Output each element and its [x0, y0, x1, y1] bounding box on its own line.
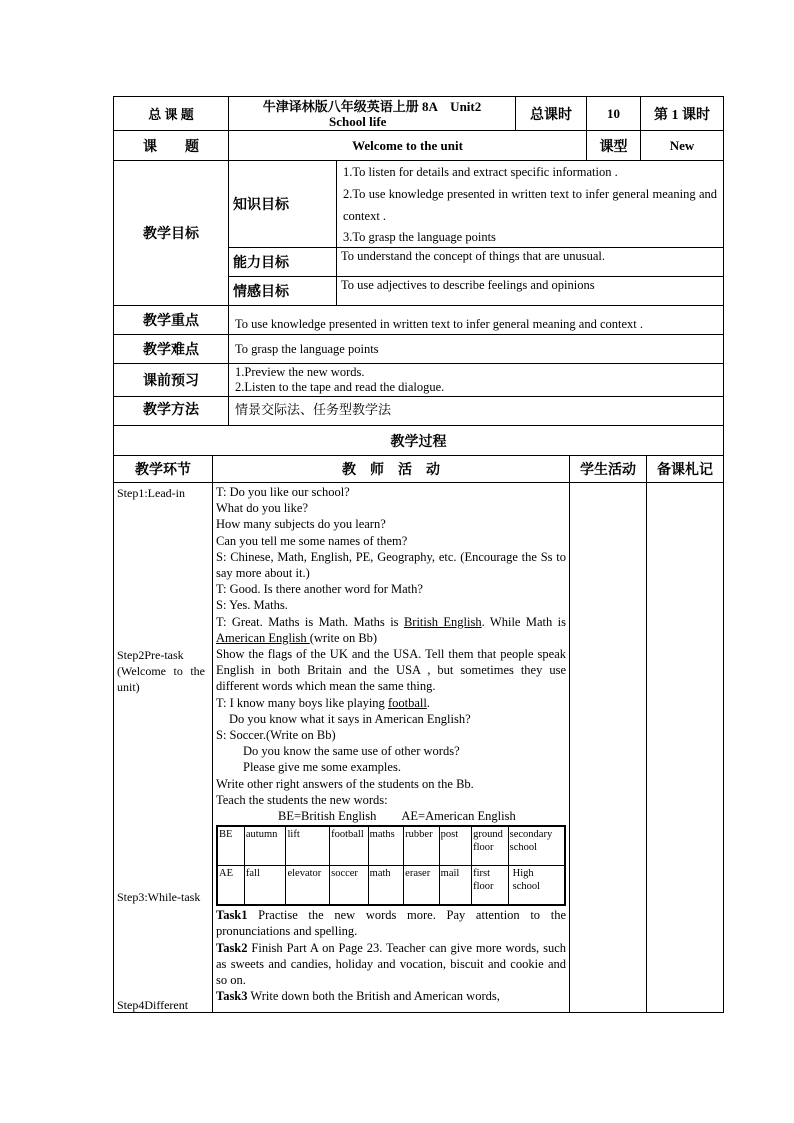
step-2: Step2Pre-task (Welcome to the unit) [117, 648, 205, 694]
preview-line-1: 1.Preview the new words. [235, 365, 365, 379]
task-label: Task1 [216, 908, 248, 923]
vocab-cell: maths [368, 826, 404, 866]
text: T: I know many boys like playing [216, 695, 388, 710]
knowledge-label: 知识目标 [229, 161, 337, 248]
total-topic-value [229, 97, 516, 131]
line: Show the flags of the UK and the USA. Tell them that people speak English in both Britain and the USA , but sometimes they use different words which mean the same thing. [216, 647, 566, 694]
topic-value: Welcome to the unit [229, 131, 587, 161]
knowledge-goals [337, 161, 724, 248]
lesson-number: 第 1 课时 [641, 97, 724, 131]
ability-label: 能力目标 [229, 248, 337, 277]
task-3 [216, 988, 566, 1004]
task-2 [216, 940, 566, 989]
total-hours-value: 10 [587, 97, 641, 131]
preview-label: 课前预习 [114, 364, 229, 397]
vocab-cell: eraser [404, 866, 440, 906]
col-notes-header: 备课札记 [647, 456, 724, 483]
text: (write on Bb) [309, 630, 378, 645]
task-text: Finish Part A on Page 23. Teacher can give more words, such as sweets and candies, holiday and vocation, biscuit and cookie and so on. [216, 940, 566, 988]
student-activity-cell [570, 483, 647, 1013]
line: S: Soccer.(Write on Bb) [216, 728, 336, 743]
topic-label: 课 题 [114, 131, 229, 161]
underlined-text: British English [403, 614, 482, 629]
vocab-cell: autumn [244, 826, 286, 866]
ability-goal: To understand the concept of things that are unusual. [337, 248, 724, 277]
preview-line-2: 2.Listen to the tape and read the dialogue. [235, 380, 445, 394]
key-points-value: To use knowledge presented in written text to infer general meaning and context . [229, 306, 724, 335]
vocab-row-be [217, 826, 565, 866]
type-value: New [641, 131, 724, 161]
text: . [426, 695, 430, 710]
task-text: Write down both the British and American words, [247, 989, 500, 1004]
col-stage-header: 教学环节 [114, 456, 213, 483]
col-student-header: 学生活动 [570, 456, 647, 483]
difficulties-label: 教学难点 [114, 335, 229, 364]
notes-cell [647, 483, 724, 1013]
process-title: 教学过程 [114, 426, 724, 456]
vocab-cell: BE [217, 826, 244, 866]
line: Write other right answers of the students on the Bb. [216, 776, 474, 791]
lesson-plan-sheet [113, 96, 723, 1013]
line: BE=British English AE=American English [278, 809, 516, 824]
knowledge-goal-2: 2.To use knowledge presented in written text to infer general meaning and context . [343, 187, 718, 223]
vocab-cell: math [368, 866, 404, 906]
vocab-cell: first floor [472, 866, 509, 906]
col-teacher-header: 教 师 活 动 [213, 456, 570, 483]
vocab-cell: post [439, 826, 471, 866]
line: What do you like? [216, 501, 308, 516]
task-label: Task3 [216, 989, 248, 1004]
vocab-table [216, 825, 566, 906]
methods-value: 情景交际法、任务型教学法 [229, 397, 724, 426]
line: Do you know the same use of other words? [243, 744, 460, 759]
line [216, 695, 566, 711]
key-points-label: 教学重点 [114, 306, 229, 335]
vocab-cell: soccer [330, 866, 369, 906]
vocab-cell: AE [217, 866, 244, 906]
vocab-cell: High school [508, 866, 565, 906]
underlined-text: American English [216, 630, 310, 645]
step-3: Step3:While-task [117, 890, 201, 904]
total-topic-label: 总 课 题 [114, 97, 229, 131]
underlined-text: football [387, 695, 427, 710]
goals-label: 教学目标 [114, 161, 229, 306]
total-topic-line2: School life [329, 113, 387, 129]
vocab-cell: mail [439, 866, 471, 906]
process-table [113, 455, 724, 1013]
stages-column [114, 483, 213, 1013]
line: S: Yes. Maths. [216, 598, 288, 613]
text: T: Great. Maths is Math. Maths is [216, 614, 404, 629]
info-table [113, 96, 724, 456]
vocab-cell: rubber [404, 826, 440, 866]
task-text: Practise the new words more. Pay attention to the pronunciations and spelling. [216, 908, 566, 939]
line: How many subjects do you learn? [216, 517, 386, 532]
line [216, 614, 566, 646]
vocab-cell: fall [244, 866, 286, 906]
emotion-goal: To use adjectives to describe feelings and opinions [337, 277, 724, 306]
vocab-cell: football [330, 826, 369, 866]
teacher-activity [213, 483, 570, 1013]
line: S: Chinese, Math, English, PE, Geography, etc. (Encourage the Ss to say more about it.) [216, 549, 566, 581]
methods-label: 教学方法 [114, 397, 229, 426]
task-1 [216, 907, 566, 939]
line: T: Do you like our school? [216, 485, 350, 499]
task-label: Task2 [216, 940, 248, 955]
line: Do you know what it says in American English? [229, 711, 471, 726]
text: . While Math is [481, 614, 567, 629]
knowledge-goal-1: 1.To listen for details and extract specific information . [343, 165, 618, 179]
knowledge-goal-3: 3.To grasp the language points [343, 230, 496, 244]
vocab-cell: ground floor [472, 826, 509, 866]
emotion-label: 情感目标 [229, 277, 337, 306]
vocab-cell: elevator [286, 866, 330, 906]
line: T: Good. Is there another word for Math? [216, 582, 423, 597]
vocab-row-ae [217, 866, 565, 906]
difficulties-value: To grasp the language points [229, 335, 724, 364]
vocab-cell: secondary school [508, 826, 565, 866]
total-hours-label: 总课时 [516, 97, 587, 131]
preview-value [229, 364, 724, 397]
line: Teach the students the new words: [216, 792, 388, 807]
vocab-cell: lift [286, 826, 330, 866]
line: Can you tell me some names of them? [216, 533, 408, 548]
total-topic-line1: 牛津译林版八年级英语上册 8A Unit2 [262, 98, 482, 114]
line: Please give me some examples. [243, 760, 401, 775]
step-4: Step4Different [117, 998, 189, 1012]
type-label: 课型 [587, 131, 641, 161]
step-1: Step1:Lead-in [117, 486, 185, 500]
